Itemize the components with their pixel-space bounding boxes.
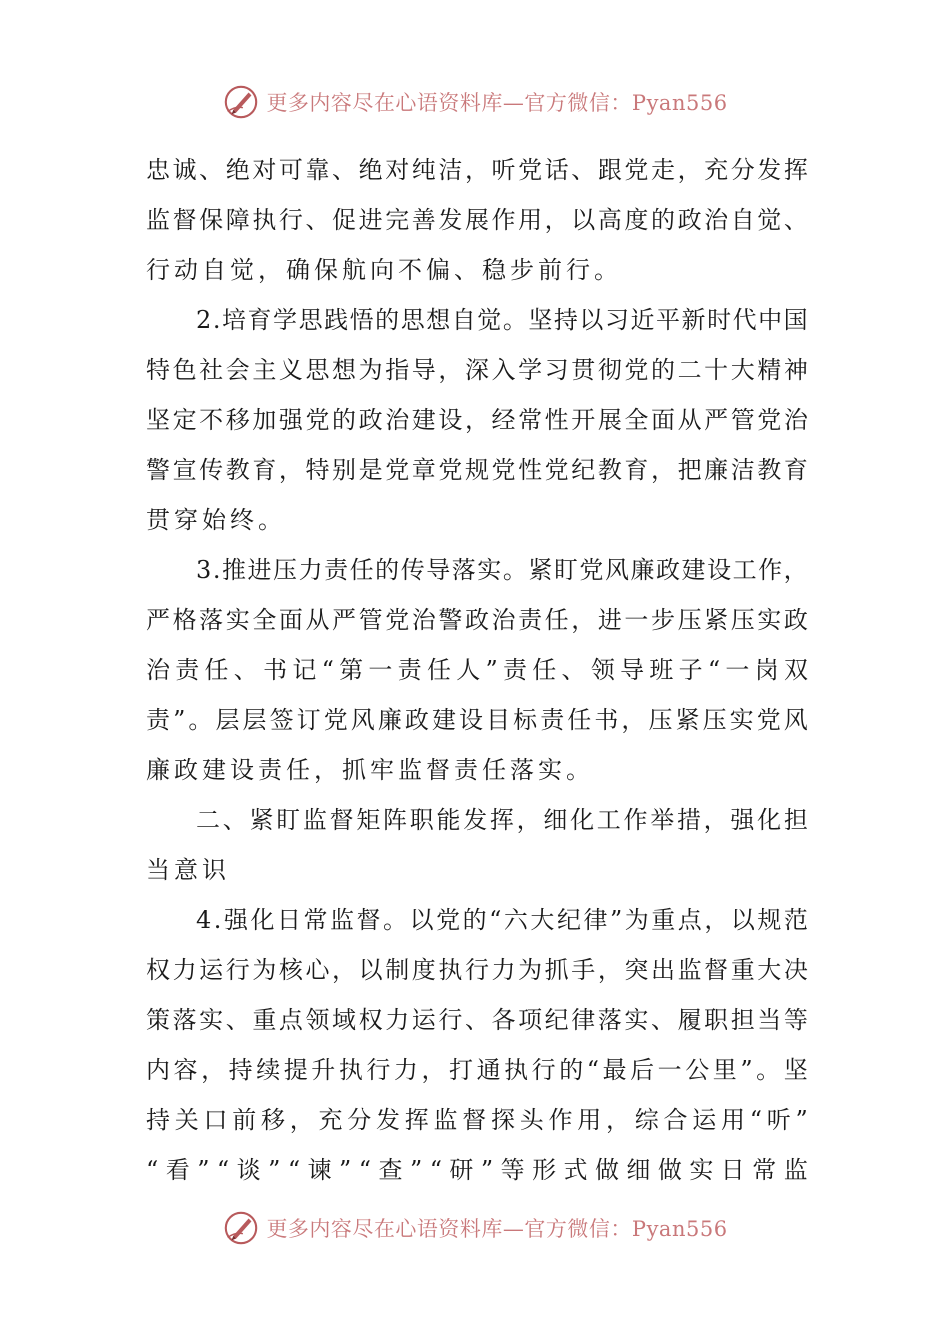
- watermark-text: 更多内容尽在心语资料库—官方微信：Pyan556: [266, 1217, 728, 1241]
- watermark-text: 更多内容尽在心语资料库—官方微信：Pyan556: [266, 91, 728, 115]
- text-line: 内 容 ， 持 续 提 升 执 行 力 ， 打 通 执 行 的 “ 最 后 一 公 里 ” 。 坚: [146, 1056, 808, 1084]
- text-line: 监 督 保 障 执 行 、 促 进 完 善 发 展 作 用 ， 以 高 度 的 政 治 自 觉 、: [146, 206, 808, 234]
- text-line: “ 看 ” “ 谈 ” “ 谏 ” “ 查 ” “ 研 ” 等 形 式 做 细 做 实 日 常 监: [146, 1156, 808, 1184]
- text-line: 行动自觉，确保航向不偏、稳步前行。: [146, 256, 622, 284]
- section-heading-3: 3 . 推 进 压 力 责 任 的 传 导 落 实 。 紧 盯 党 风 廉 政 建 设 工 作 ，: [196, 556, 808, 584]
- text-line: 当意识: [146, 856, 230, 884]
- text-line: 持 关 口 前 移 ， 充 分 发 挥 监 督 探 头 作 用 ， 综 合 运 用 “ 听 ”: [146, 1106, 808, 1134]
- text-line: 治 责 任 、 书 记 “ 第 一 责 任 人 ” 责 任 、 领 导 班 子 “ 一 岗 双: [146, 656, 808, 684]
- text-line: 警 宣 传 教 育 ， 特 别 是 党 章 党 规 党 性 党 纪 教 育 ， 把 廉 洁 教 育: [146, 456, 808, 484]
- text-line: 责 ” 。 层 层 签 订 党 风 廉 政 建 设 目 标 责 任 书 ， 压 紧 压 实 党 风: [146, 706, 808, 734]
- watermark-footer: [0, 1206, 950, 1250]
- text-line: 廉政建设责任，抓牢监督责任落实。: [146, 756, 594, 784]
- pen-circle-logo-icon: [222, 1209, 260, 1247]
- chapter-heading-2: 二 、 紧 盯 监 督 矩 阵 职 能 发 挥 ， 细 化 工 作 举 措 ， 强 化 担: [196, 806, 808, 834]
- text-line: 策 落 实 、 重 点 领 域 权 力 运 行 、 各 项 纪 律 落 实 、 履 职 担 当 等: [146, 1006, 808, 1034]
- text-line: 权 力 运 行 为 核 心 ， 以 制 度 执 行 力 为 抓 手 ， 突 出 监 督 重 大 决: [146, 956, 808, 984]
- section-heading-4: 4 . 强 化 日 常 监 督 。 以 党 的 “ 六 大 纪 律 ” 为 重 点 ， 以 规 范: [196, 906, 808, 934]
- watermark-header: [0, 80, 950, 124]
- text-line: 特 色 社 会 主 义 思 想 为 指 导 ， 深 入 学 习 贯 彻 党 的 二 十 大 精 神: [146, 356, 808, 384]
- section-heading-2: 2 . 培 育 学 思 践 悟 的 思 想 自 觉 。 坚 持 以 习 近 平 新 时 代 中 国: [196, 306, 808, 334]
- text-line: 贯穿始终。: [146, 506, 286, 534]
- text-line: 严 格 落 实 全 面 从 严 管 党 治 警 政 治 责 任 ， 进 一 步 压 紧 压 实 政: [146, 606, 808, 634]
- text-line: 忠 诚 、 绝 对 可 靠 、 绝 对 纯 洁 ， 听 党 话 、 跟 党 走 ， 充 分 发 挥: [146, 156, 808, 184]
- text-line: 坚 定 不 移 加 强 党 的 政 治 建 设 ， 经 常 性 开 展 全 面 从 严 管 党 治: [146, 406, 808, 434]
- document-body: [146, 145, 808, 1195]
- pen-circle-logo-icon: [222, 83, 260, 121]
